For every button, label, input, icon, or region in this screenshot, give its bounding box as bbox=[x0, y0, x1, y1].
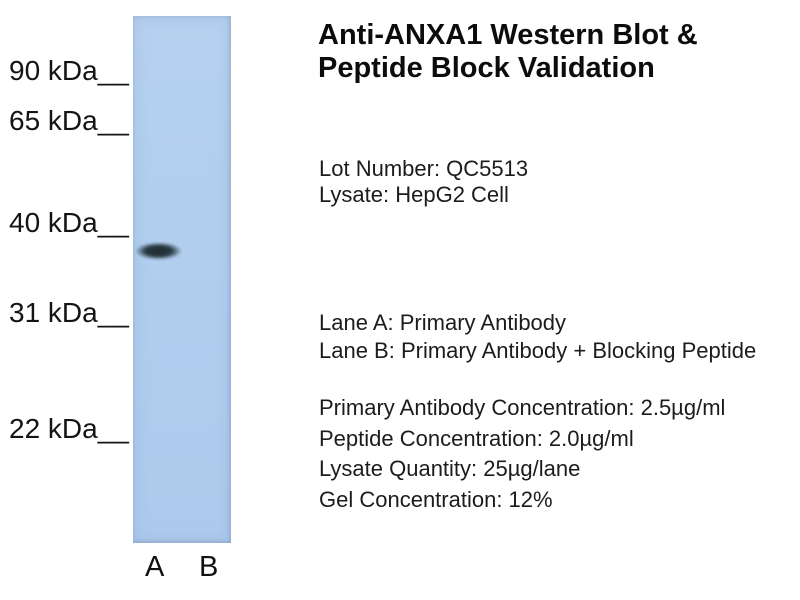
protein-band-lane-a bbox=[135, 242, 182, 260]
figure-title-line1: Anti-ANXA1 Western Blot & bbox=[318, 19, 698, 51]
lane-b-description: Lane B: Primary Antibody + Blocking Peptide bbox=[319, 338, 757, 363]
lot-number-text: Lot Number: QC5513 bbox=[319, 156, 529, 181]
blot-membrane bbox=[133, 16, 231, 543]
sample-info-block bbox=[319, 156, 528, 208]
mw-marker-65kda: 65 kDa__ bbox=[9, 105, 129, 136]
figure-title-line2: Peptide Block Validation bbox=[318, 51, 655, 84]
mw-marker-22kda: 22 kDa__ bbox=[9, 413, 129, 444]
gel-concentration-text: Gel Concentration: 12% bbox=[319, 486, 553, 512]
mw-marker-90kda: 90 kDa__ bbox=[9, 55, 129, 86]
figure-title bbox=[318, 19, 698, 84]
conditions-block bbox=[319, 393, 725, 515]
primary-antibody-concentration-text: Primary Antibody Concentration: 2.5µg/ml bbox=[319, 395, 726, 420]
peptide-concentration-text: Peptide Concentration: 2.0µg/ml bbox=[319, 425, 634, 451]
lane-descriptions-block bbox=[319, 309, 756, 365]
lysate-text: Lysate: HepG2 Cell bbox=[319, 182, 509, 207]
mw-marker-40kda: 40 kDa__ bbox=[9, 207, 129, 238]
lane-label-b: B bbox=[199, 551, 219, 583]
mw-marker-31kda: 31 kDa__ bbox=[9, 297, 129, 328]
lysate-quantity-text: Lysate Quantity: 25µg/lane bbox=[319, 456, 581, 481]
lane-a-description: Lane A: Primary Antibody bbox=[319, 310, 567, 335]
lane-label-a: A bbox=[145, 551, 165, 583]
